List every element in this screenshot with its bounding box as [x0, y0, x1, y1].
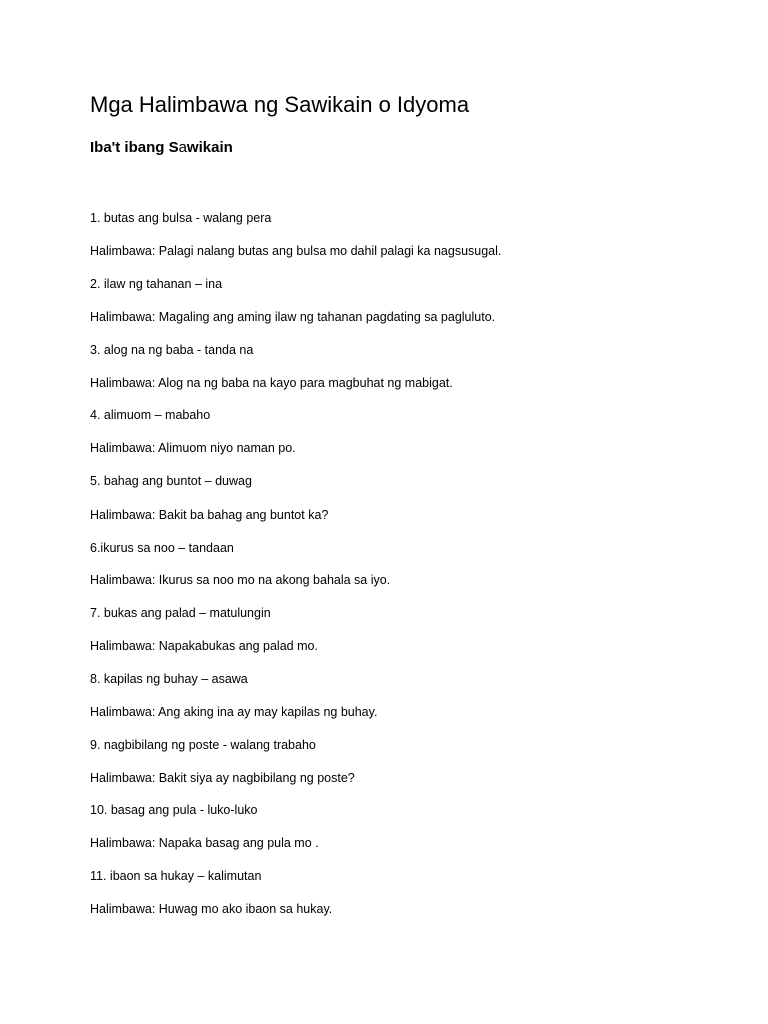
- entry-term-6: 6.ikurus sa noo – tandaan: [90, 541, 234, 555]
- entry-example-4: Halimbawa: Alimuom niyo naman po.: [90, 441, 296, 455]
- document-title: Mga Halimbawa ng Sawikain o Idyoma: [90, 92, 470, 117]
- entry-example-8: Halimbawa: Ang aking ina ay may kapilas ng buhay.: [90, 705, 378, 719]
- entry-example-6: Halimbawa: Ikurus sa noo mo na akong bahala sa iyo.: [90, 573, 391, 587]
- entry-term-10: 10. basag ang pula - luko-luko: [90, 803, 258, 817]
- entry-term-1: 1. butas ang bulsa - walang pera: [90, 211, 272, 225]
- entry-example-3: Halimbawa: Alog na ng baba na kayo para magbuhat ng mabigat.: [90, 376, 453, 390]
- entry-example-9: Halimbawa: Bakit siya ay nagbibilang ng poste?: [90, 771, 355, 785]
- entry-example-10: Halimbawa: Napaka basag ang pula mo .: [90, 836, 319, 850]
- entry-example-7: Halimbawa: Napakabukas ang palad mo.: [90, 639, 318, 653]
- subtitle-part-2: a: [178, 139, 187, 156]
- entry-example-2: Halimbawa: Magaling ang aming ilaw ng tahanan pagdating sa pagluluto.: [90, 310, 496, 324]
- entry-term-11: 11. ibaon sa hukay – kalimutan: [90, 869, 262, 883]
- subtitle-part-1: Iba't ibang S: [90, 139, 179, 156]
- entry-term-9: 9. nagbibilang ng poste - walang trabaho: [90, 738, 316, 752]
- entry-example-1: Halimbawa: Palagi nalang butas ang bulsa mo dahil palagi ka nagsusugal.: [90, 244, 502, 258]
- entry-term-8: 8. kapilas ng buhay – asawa: [90, 672, 248, 686]
- entry-example-5: Halimbawa: Bakit ba bahag ang buntot ka?: [90, 508, 329, 522]
- entry-term-4: 4. alimuom – mabaho: [90, 408, 211, 422]
- entry-term-7: 7. bukas ang palad – matulungin: [90, 606, 271, 620]
- entry-term-2: 2. ilaw ng tahanan – ina: [90, 277, 223, 291]
- entry-term-5: 5. bahag ang buntot – duwag: [90, 474, 252, 488]
- subtitle-part-3: wikain: [186, 139, 233, 156]
- entry-term-3: 3. alog na ng baba - tanda na: [90, 343, 254, 357]
- entry-example-11: Halimbawa: Huwag mo ako ibaon sa hukay.: [90, 902, 333, 916]
- document-subtitle: [90, 139, 233, 156]
